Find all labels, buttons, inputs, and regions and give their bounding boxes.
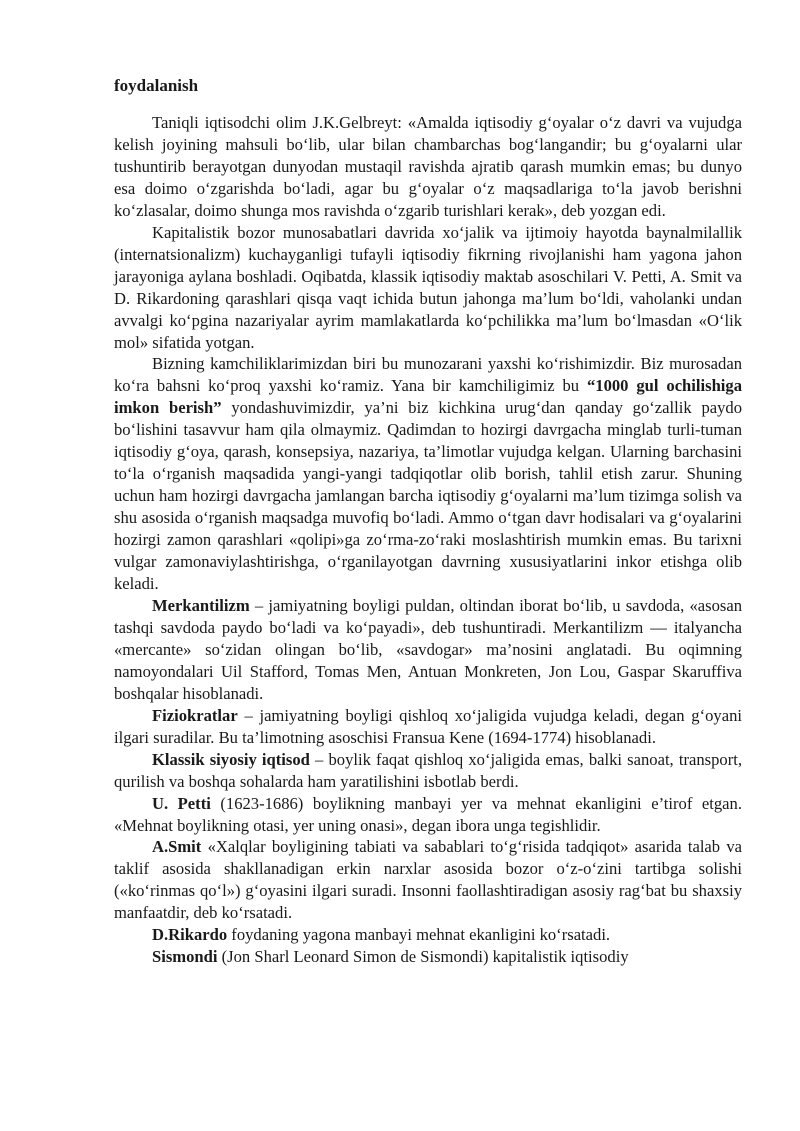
paragraph-klassik-siyosiy-iqtisod — [114, 749, 742, 793]
paragraph-text-after: yondashuvimizdir, ya’ni biz kichkina urug‘dan qanday go‘zallik paydo bo‘lishini tasavvur ham qila olmaymiz. Qadimdan to hozirgi davrgacha minglab turli-tuman iqtisodiy g‘oya, qarash, konsepsiya, nazariya, ta’limotlar vujudga kelgan. Ularning barchasini to‘la o‘rganish maqsadida yangi-yangi tadqiqotlar olib borish, tahlil etish zarur. Shuning uchun ham hozirgi davrgacha jamlangan barcha iqtisodiy g‘oyalarni ma’lum tizimga solish va shu asosida o‘rganish maqsadga muvofiq bo‘ladi. Ammo o‘tgan davr hodisalari va g‘oyalarini hozirgi zamon qarashlari «qolipi»ga zo‘rma-zo‘raki moslashtirish mumkin emas. Bu tarixni vulgar zamonaviylashtirishga, o‘rganilayotgan davrning xususiyatlarini inkor etishga olib keladi. — [114, 398, 742, 594]
paragraph-fiziokratlar — [114, 705, 742, 749]
paragraph-text: – jamiyatning boyligi qishloq xo‘jaligida vujudga keladi, degan g‘oyani ilgari suradilar. Bu ta’limotning asoschisi Fransua Kene (1694-1774) hisoblanadi. — [114, 705, 742, 747]
paragraph-rikardo — [114, 924, 742, 946]
paragraph-text: Taniqli iqtisodchi olim J.K.Gelbreyt: «Amalda iqtisodiy g‘oyalar o‘z davri va vujudga kelish joyining mahsuli bo‘lib, ular bilan chambarchas bog‘langandir; bu g‘oyalarni ular tushuntirib berayotgan dunyodan mustaqil ravishda ajratib qarash mumkin emas; bu dunyo esa doimo o‘zgarishda bo‘ladi, agar bu g‘oyalar o‘z maqsadlariga to‘la javob berishni ko‘zlasalar, doimo shunga mos ravishda o‘zgarib turishlari kerak», deb yozgan edi. — [114, 113, 742, 220]
paragraph-text: foydaning yagona manbayi mehnat ekanligini ko‘rsatadi. — [227, 925, 611, 945]
section-heading: foydalanish — [114, 76, 199, 95]
paragraph-text: (1623-1686) boylikning manbayi yer va mehnat ekanligini e’tirof etgan. «Mehnat boylikning otasi, yer uning onasi», degan ibora unga tegishlidir. — [114, 793, 742, 835]
document-page — [114, 74, 742, 968]
paragraph-capitalist-relations — [114, 222, 742, 354]
paragraph-merkantilizm — [114, 595, 742, 705]
paragraph-gelbreyt-quote — [114, 112, 742, 222]
term-petti: U. Petti — [152, 793, 211, 813]
paragraph-text: (Jon Sharl Leonard Simon de Sismondi) kapitalistik iqtisodiy — [217, 947, 629, 967]
paragraph-text: – boylik faqat qishloq xo‘jaligida emas, balki sanoat, transport, qurilish va boshqa sohalarda ham yaratilishini isbotlab berdi. — [114, 749, 742, 791]
paragraph-shortcomings — [114, 353, 742, 594]
bold-phrase: “1000 gul ochilishiga imkon berish” — [114, 376, 743, 418]
paragraph-text: «Xalqlar boyligining tabiati va sabablari to‘g‘risida tadqiqot» asarida talab va taklif asosida shakllanadigan erkin narxlar asosida bozor o‘z-o‘zini tartibga solishi («ko‘rinmas qo‘l») g‘oyasini ilgari suradi. Insonni faollashtiradigan asosiy rag‘bat bu shaxsiy manfaatdir, deb ko‘rsatadi. — [114, 837, 742, 923]
term-smit: A.Smit — [152, 837, 202, 857]
paragraph-petti — [114, 793, 742, 837]
paragraph-text: – jamiyatning boyligi puldan, oltindan iborat bo‘lib, u savdoda, «asosan tashqi savdoda paydo bo‘ladi va ko‘payadi», deb tushuntiradi. Merkantilizm — italyancha «mercante» so‘zidan olingan bo‘lib, «savdogar» ma’nosini anglatadi. Bu oqimning namoyondalari Uil Stafford, Tomas Men, Antuan Monkreten, Jon Lou, Gaspar Skaruffiva boshqalar hisoblanadi. — [114, 595, 742, 703]
paragraph-sismondi — [114, 946, 742, 968]
paragraph-smit — [114, 836, 742, 924]
paragraph-text-before: Bizning kamchiliklarimizdan biri bu munozarani yaxshi ko‘rishimizdir. Biz murosadan ko‘ra bahsni ko‘proq yaxshi ko‘ramiz. Yana bir kamchiligimiz bu — [114, 354, 742, 396]
term-rikardo: D.Rikardo — [152, 925, 228, 945]
term-klassik-siyosiy-iqtisod: Klassik siyosiy iqtisod — [152, 749, 310, 769]
term-sismondi: Sismondi — [152, 947, 218, 967]
term-merkantilizm: Merkantilizm — [152, 595, 250, 615]
term-fiziokratlar: Fiziokratlar — [152, 705, 238, 725]
paragraph-text: Kapitalistik bozor munosabatlari davrida xo‘jalik va ijtimoiy hayotda baynalmilallik (internatsionalizm) kuchayganligi tufayli iqtisodiy fikrning rivojlanishi ham yagona jahon jarayoniga aylana boshladi. Oqibatda, klassik iqtisodiy maktab asoschilari V. Petti, A. Smit va D. Rikardoning qarashlari qisqa vaqt ichida butun jahonga ma’lum bo‘ldi, vaholanki undan avvalgi ko‘pgina nazariyalar ayrim mamlakatlarda ko‘pchilikka ma’lum bo‘lmasdan «O‘lik mol» sifatida yotgan. — [114, 222, 742, 352]
